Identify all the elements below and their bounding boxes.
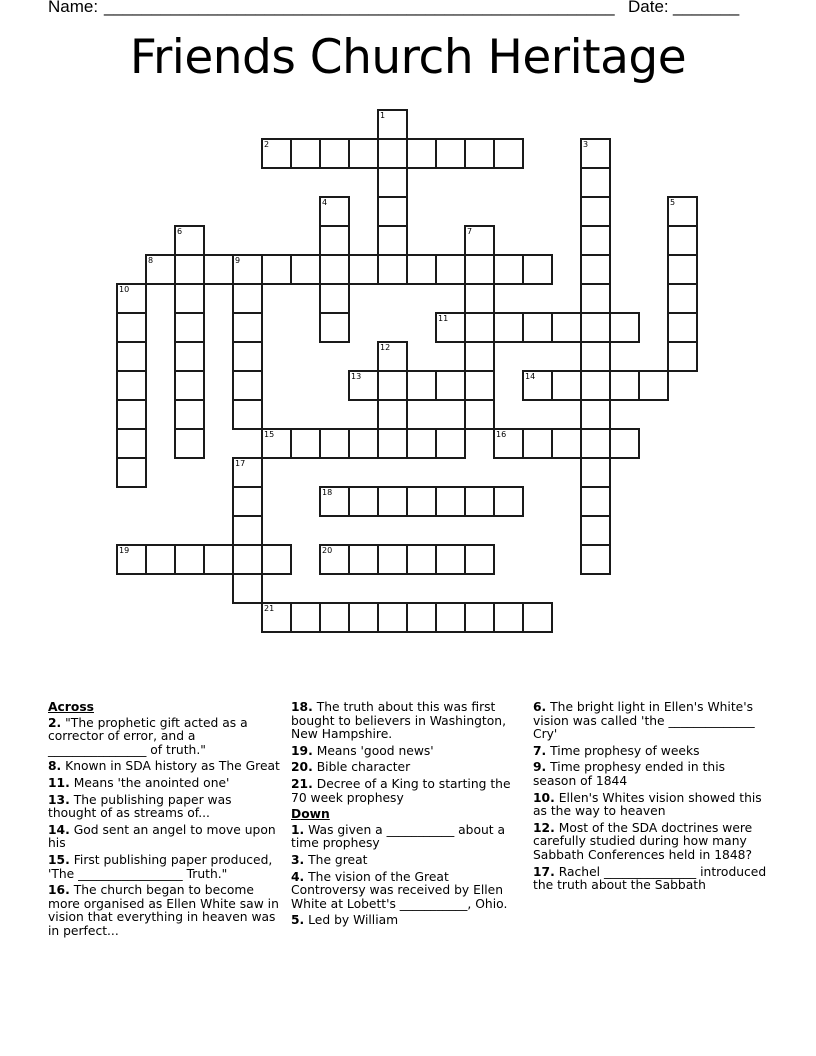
- crossword-cell[interactable]: [580, 138, 611, 169]
- clue-text: The vision of the Great Controversy was received by Ellen White at Lobett's ___________, Ohio.: [291, 869, 508, 911]
- crossword-cell[interactable]: [580, 370, 611, 401]
- crossword-cell[interactable]: [290, 428, 321, 459]
- clue-text: The great: [308, 852, 368, 867]
- date-field[interactable]: _______: [673, 0, 740, 16]
- crossword-cell[interactable]: [377, 486, 408, 517]
- crossword-cell[interactable]: [261, 544, 292, 575]
- clue-down-6: [533, 701, 768, 742]
- crossword-cell[interactable]: [319, 428, 350, 459]
- crossword-cell[interactable]: [406, 138, 437, 169]
- clue-number-label: 18: [322, 488, 333, 497]
- crossword-cell[interactable]: [348, 428, 379, 459]
- crossword-cell[interactable]: [348, 544, 379, 575]
- crossword-cell[interactable]: [464, 370, 495, 401]
- crossword-cell[interactable]: [377, 370, 408, 401]
- crossword-cell[interactable]: [348, 138, 379, 169]
- crossword-cell[interactable]: [232, 457, 263, 488]
- crossword-cell[interactable]: [435, 138, 466, 169]
- clue-number: 20.: [291, 760, 313, 775]
- clue-number-label: 9: [235, 256, 241, 265]
- clue-number-label: 3: [583, 140, 589, 149]
- clue-number: 1.: [291, 822, 305, 837]
- crossword-cell[interactable]: [580, 486, 611, 517]
- crossword-cell[interactable]: [464, 138, 495, 169]
- crossword-cell[interactable]: [580, 167, 611, 198]
- clue-across-8: [48, 760, 283, 774]
- crossword-cell[interactable]: [290, 602, 321, 633]
- clue-number: 9.: [533, 760, 547, 775]
- clue-text: Known in SDA history as The Great: [65, 759, 280, 774]
- crossword-cell[interactable]: [464, 312, 495, 343]
- clue-text: God sent an angel to move upon his: [48, 822, 276, 851]
- clue-number-label: 15: [264, 430, 275, 439]
- clue-down-4: [291, 871, 521, 912]
- crossword-cell[interactable]: [580, 283, 611, 314]
- clue-text: Was given a ___________ about a time prophesy: [291, 822, 506, 851]
- crossword-cell[interactable]: [116, 312, 147, 343]
- crossword-cell[interactable]: [377, 109, 408, 140]
- crossword-cell[interactable]: [174, 225, 205, 256]
- clue-text: Means 'good news': [316, 743, 434, 758]
- crossword-cell[interactable]: [290, 254, 321, 285]
- crossword-cell[interactable]: [377, 602, 408, 633]
- crossword-cell[interactable]: [464, 486, 495, 517]
- crossword-cell[interactable]: [174, 370, 205, 401]
- clue-text: The publishing paper was thought of as streams of...: [48, 792, 232, 821]
- clue-across-14: [48, 824, 283, 851]
- crossword-cell[interactable]: [145, 544, 176, 575]
- crossword-cell[interactable]: [522, 428, 553, 459]
- clue-number: 21.: [291, 776, 313, 791]
- clue-number: 15.: [48, 852, 70, 867]
- down-heading: Down: [291, 807, 330, 822]
- clue-number: 14.: [48, 822, 70, 837]
- clue-text: Time prophesy of weeks: [550, 743, 700, 758]
- crossword-cell[interactable]: [261, 254, 292, 285]
- clue-number-label: 4: [322, 198, 328, 207]
- clues-column-2: [291, 701, 521, 931]
- clue-number-label: 13: [351, 372, 362, 381]
- clue-number-label: 1: [380, 111, 386, 120]
- clue-text: The church began to become more organised as Ellen White saw in vision that everything in heaven was in perfect...: [48, 883, 279, 938]
- crossword-cell[interactable]: [232, 544, 263, 575]
- crossword-cell[interactable]: [261, 138, 292, 169]
- crossword-cell[interactable]: [232, 486, 263, 517]
- clue-across-21: [291, 778, 521, 805]
- crossword-cell[interactable]: [638, 370, 669, 401]
- crossword-cell[interactable]: [522, 370, 553, 401]
- crossword-cell[interactable]: [261, 602, 292, 633]
- clue-across-18: [291, 701, 521, 742]
- crossword-cell[interactable]: [580, 544, 611, 575]
- clue-number: 7.: [533, 743, 547, 758]
- clue-down-17: [533, 866, 768, 893]
- crossword-cell[interactable]: [435, 602, 466, 633]
- crossword-cell[interactable]: [377, 225, 408, 256]
- crossword-cell[interactable]: [580, 312, 611, 343]
- crossword-cell[interactable]: [232, 283, 263, 314]
- crossword-cell[interactable]: [435, 312, 466, 343]
- clue-number: 3.: [291, 852, 305, 867]
- clues-column-1: [48, 701, 283, 942]
- clue-number: 12.: [533, 820, 555, 835]
- crossword-cell[interactable]: [435, 370, 466, 401]
- crossword-cell[interactable]: [667, 312, 698, 343]
- crossword-cell[interactable]: [377, 341, 408, 372]
- clue-text: The bright light in Ellen's White's vision was called 'the ______________ Cry': [533, 700, 755, 742]
- crossword-cell[interactable]: [580, 457, 611, 488]
- clue-number-label: 10: [119, 285, 130, 294]
- crossword-cell[interactable]: [377, 254, 408, 285]
- crossword-cell[interactable]: [377, 544, 408, 575]
- clue-across-16: [48, 884, 283, 938]
- crossword-cell[interactable]: [435, 428, 466, 459]
- clue-text: Led by William: [308, 913, 399, 928]
- crossword-cell[interactable]: [319, 283, 350, 314]
- crossword-cell[interactable]: [493, 428, 524, 459]
- crossword-cell[interactable]: [145, 254, 176, 285]
- crossword-cell[interactable]: [319, 312, 350, 343]
- crossword-cell[interactable]: [377, 399, 408, 430]
- clue-number: 8.: [48, 759, 62, 774]
- crossword-cell[interactable]: [580, 399, 611, 430]
- crossword-cell[interactable]: [319, 602, 350, 633]
- crossword-cell[interactable]: [174, 283, 205, 314]
- crossword-cell[interactable]: [580, 225, 611, 256]
- crossword-cell[interactable]: [116, 544, 147, 575]
- clue-number-label: 21: [264, 604, 275, 613]
- crossword-cell[interactable]: [232, 370, 263, 401]
- clue-across-19: [291, 745, 521, 759]
- crossword-cell[interactable]: [377, 138, 408, 169]
- crossword-cell[interactable]: [609, 370, 640, 401]
- clue-down-9: [533, 761, 768, 788]
- clue-number: 11.: [48, 775, 70, 790]
- crossword-cell[interactable]: [464, 254, 495, 285]
- crossword-cell[interactable]: [406, 428, 437, 459]
- clue-text: First publishing paper produced, 'The _________________ Truth.": [48, 852, 273, 881]
- clue-text: Decree of a King to starting the 70 week prophesy: [291, 776, 511, 805]
- crossword-cell[interactable]: [667, 196, 698, 227]
- clue-across-2: [48, 717, 283, 758]
- clue-down-1: [291, 824, 521, 851]
- clue-text: Means 'the anointed one': [73, 775, 230, 790]
- clue-number-label: 7: [467, 227, 473, 236]
- crossword-cell[interactable]: [406, 254, 437, 285]
- crossword-cell[interactable]: [522, 312, 553, 343]
- crossword-cell[interactable]: [493, 254, 524, 285]
- crossword-cell[interactable]: [348, 370, 379, 401]
- crossword-cell[interactable]: [203, 544, 234, 575]
- clue-number: 16.: [48, 883, 70, 898]
- clue-text: Rachel _______________ introduced the truth about the Sabbath: [533, 864, 767, 893]
- crossword-cell[interactable]: [667, 225, 698, 256]
- crossword-cell[interactable]: [464, 341, 495, 372]
- crossword-cell[interactable]: [580, 254, 611, 285]
- clue-number: 13.: [48, 792, 70, 807]
- crossword-cell[interactable]: [377, 196, 408, 227]
- crossword-cell[interactable]: [551, 312, 582, 343]
- clue-number-label: 19: [119, 546, 130, 555]
- crossword-cell[interactable]: [319, 196, 350, 227]
- clue-number: 17.: [533, 864, 555, 879]
- crossword-cell[interactable]: [580, 428, 611, 459]
- crossword-cell[interactable]: [493, 138, 524, 169]
- crossword-cell[interactable]: [377, 428, 408, 459]
- clue-down-7: [533, 745, 768, 759]
- crossword-cell[interactable]: [232, 515, 263, 546]
- crossword-cell[interactable]: [232, 399, 263, 430]
- clue-number: 5.: [291, 913, 305, 928]
- name-label: Name:: [48, 0, 99, 16]
- crossword-cell[interactable]: [435, 254, 466, 285]
- crossword-cell[interactable]: [522, 254, 553, 285]
- crossword-cell[interactable]: [174, 428, 205, 459]
- crossword-cell[interactable]: [493, 312, 524, 343]
- clue-number: 19.: [291, 743, 313, 758]
- crossword-cell[interactable]: [290, 138, 321, 169]
- crossword-cell[interactable]: [174, 399, 205, 430]
- crossword-cell[interactable]: [319, 254, 350, 285]
- clue-number-label: 16: [496, 430, 507, 439]
- crossword-cell[interactable]: [116, 341, 147, 372]
- clue-number-label: 2: [264, 140, 270, 149]
- crossword-cell[interactable]: [203, 254, 234, 285]
- crossword-cell[interactable]: [174, 312, 205, 343]
- crossword-cell[interactable]: [348, 486, 379, 517]
- crossword-cell[interactable]: [580, 341, 611, 372]
- crossword-cell[interactable]: [464, 544, 495, 575]
- clue-number-label: 12: [380, 343, 391, 352]
- crossword-cell[interactable]: [116, 428, 147, 459]
- name-field[interactable]: ______________________________________________________: [104, 0, 615, 16]
- clue-across-13: [48, 794, 283, 821]
- clue-across-11: [48, 777, 283, 791]
- clue-across-15: [48, 854, 283, 881]
- crossword-cell[interactable]: [464, 283, 495, 314]
- clue-down-3: [291, 854, 521, 868]
- crossword-cell[interactable]: [580, 515, 611, 546]
- crossword-cell[interactable]: [551, 428, 582, 459]
- across-heading: Across: [48, 700, 94, 714]
- clue-text: Most of the SDA doctrines were carefully studied during how many Sabbath Conferences held in 1848?: [533, 820, 753, 862]
- crossword-cell[interactable]: [435, 544, 466, 575]
- clue-number-label: 8: [148, 256, 154, 265]
- clue-number-label: 5: [670, 198, 676, 207]
- crossword-cell[interactable]: [406, 370, 437, 401]
- clue-number: 10.: [533, 790, 555, 805]
- crossword-cell[interactable]: [406, 544, 437, 575]
- crossword-cell[interactable]: [609, 428, 640, 459]
- crossword-cell[interactable]: [232, 341, 263, 372]
- clue-number-label: 17: [235, 459, 246, 468]
- crossword-cell[interactable]: [232, 312, 263, 343]
- crossword-cell[interactable]: [116, 457, 147, 488]
- crossword-cell[interactable]: [174, 254, 205, 285]
- clue-number-label: 14: [525, 372, 536, 381]
- clue-number-label: 6: [177, 227, 183, 236]
- crossword-cell[interactable]: [464, 225, 495, 256]
- clues-column-3: [533, 701, 768, 896]
- crossword-cell[interactable]: [464, 602, 495, 633]
- crossword-cell[interactable]: [319, 225, 350, 256]
- crossword-cell[interactable]: [174, 341, 205, 372]
- clue-text: "The prophetic gift acted as a corrector of error, and a ________________ of truth.": [48, 715, 248, 757]
- crossword-cell[interactable]: [667, 254, 698, 285]
- clue-text: Ellen's Whites vision showed this as the way to heaven: [533, 790, 762, 819]
- crossword-cell[interactable]: [348, 254, 379, 285]
- crossword-cell[interactable]: [406, 486, 437, 517]
- crossword-cell[interactable]: [435, 486, 466, 517]
- clue-number: 18.: [291, 700, 313, 714]
- clue-number-label: 20: [322, 546, 333, 555]
- crossword-cell[interactable]: [493, 486, 524, 517]
- crossword-cell[interactable]: [609, 312, 640, 343]
- crossword-cell[interactable]: [261, 428, 292, 459]
- clue-number: 4.: [291, 869, 305, 884]
- crossword-cell[interactable]: [464, 399, 495, 430]
- clue-down-10: [533, 792, 768, 819]
- clue-down-12: [533, 822, 768, 863]
- clue-number: 6.: [533, 700, 547, 714]
- crossword-cell[interactable]: [174, 544, 205, 575]
- crossword-cell[interactable]: [580, 196, 611, 227]
- crossword-cell[interactable]: [522, 602, 553, 633]
- crossword-cell[interactable]: [667, 341, 698, 372]
- clue-number: 2.: [48, 715, 62, 730]
- crossword-cell[interactable]: [406, 602, 437, 633]
- crossword-cell[interactable]: [319, 486, 350, 517]
- clue-text: Bible character: [316, 760, 411, 775]
- crossword-cell[interactable]: [551, 370, 582, 401]
- date-label: Date:: [628, 0, 669, 16]
- crossword-cell[interactable]: [116, 283, 147, 314]
- crossword-cell[interactable]: [493, 602, 524, 633]
- crossword-cell[interactable]: [116, 370, 147, 401]
- crossword-cell[interactable]: [377, 167, 408, 198]
- crossword-cell[interactable]: [232, 254, 263, 285]
- clue-text: The truth about this was first bought to believers in Washington, New Hampshire.: [291, 700, 506, 742]
- crossword-cell[interactable]: [319, 544, 350, 575]
- clue-across-20: [291, 761, 521, 775]
- clue-text: Time prophesy ended in this season of 1844: [533, 760, 726, 788]
- clue-number-label: 11: [438, 314, 449, 323]
- page-title: Friends Church Heritage: [129, 30, 687, 85]
- crossword-cell[interactable]: [116, 399, 147, 430]
- crossword-cell[interactable]: [319, 138, 350, 169]
- crossword-cell[interactable]: [232, 573, 263, 604]
- crossword-cell[interactable]: [348, 602, 379, 633]
- crossword-cell[interactable]: [667, 283, 698, 314]
- clue-down-5: [291, 914, 521, 928]
